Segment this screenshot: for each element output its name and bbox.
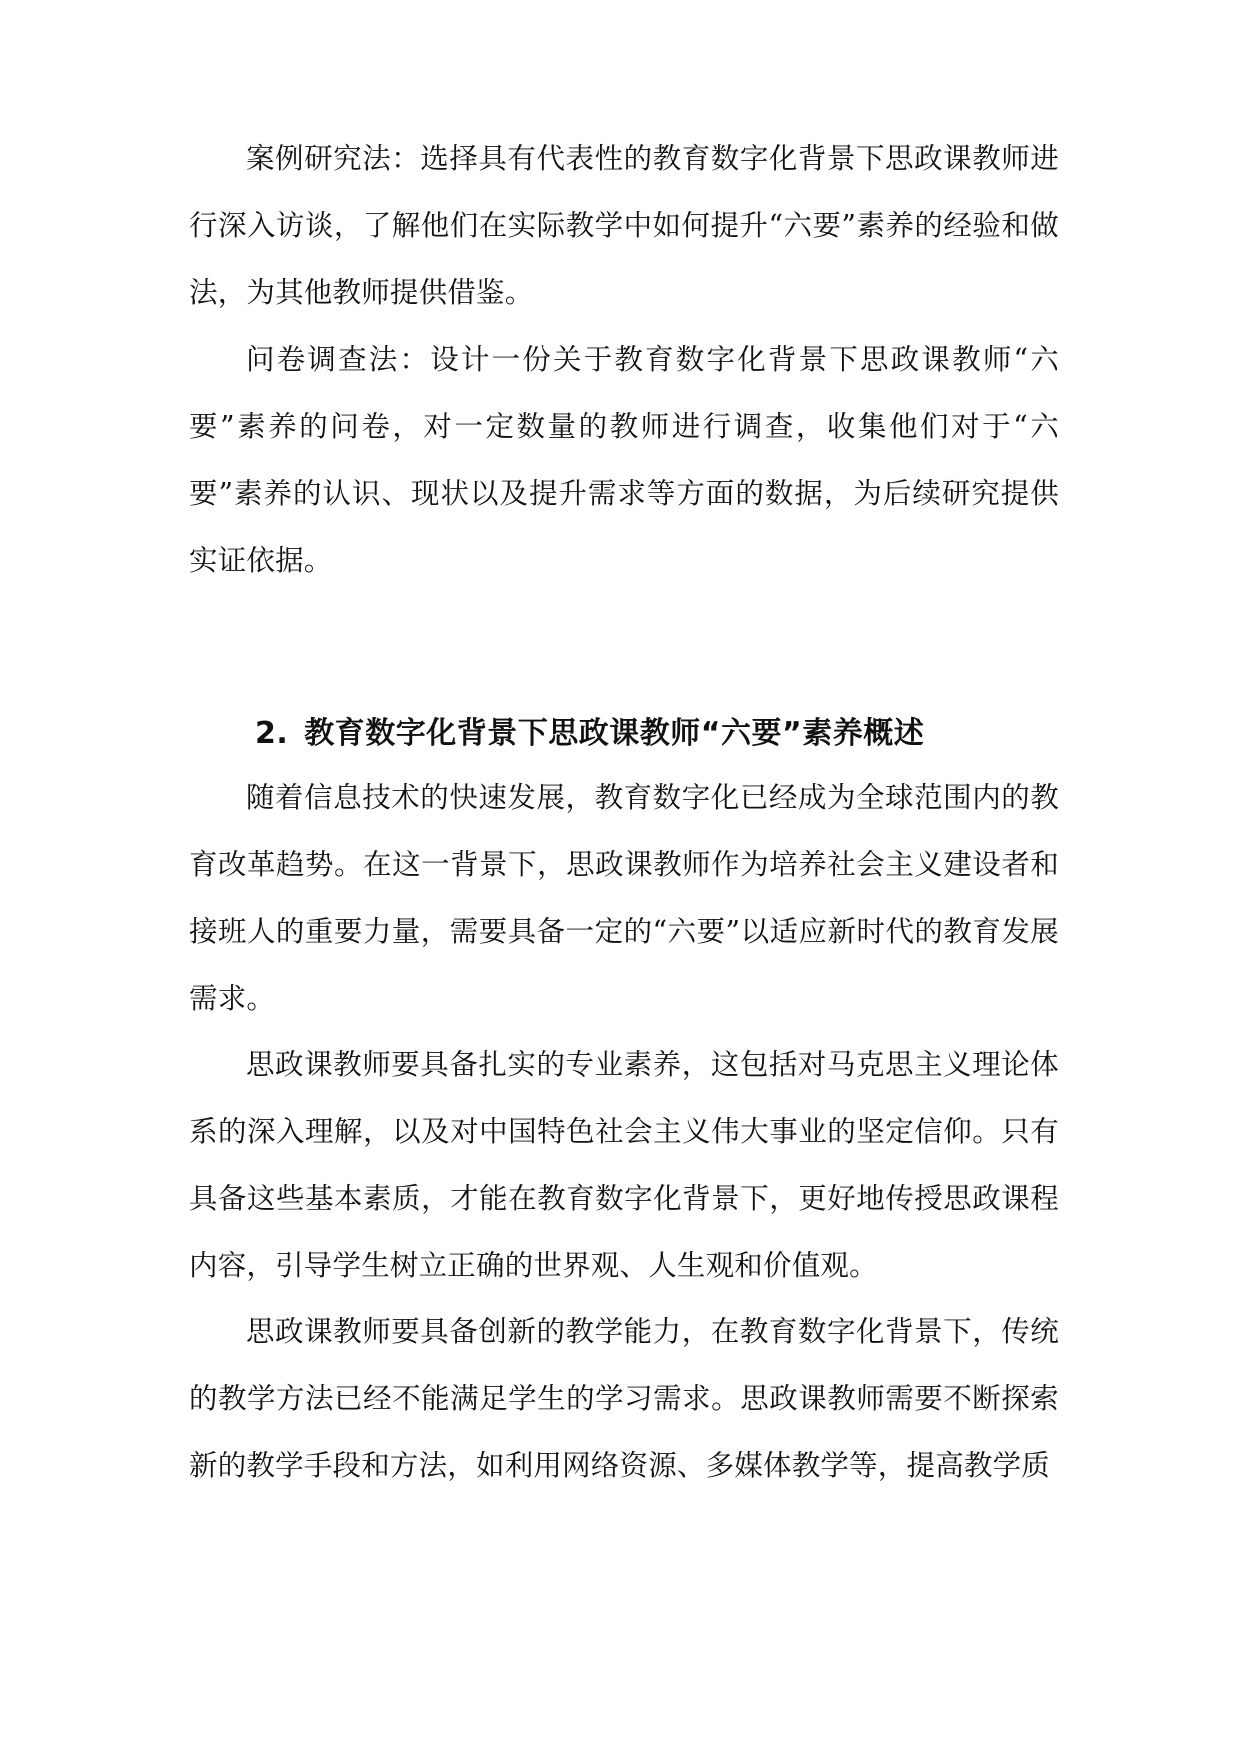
paragraph-questionnaire-method: 问卷调查法：设计一份关于教育数字化背景下思政课教师“六要”素养的问卷，对一定数量的教师进行调查，收集他们对于“六要”素养的认识、现状以及提升需求等方面的数据，为后续研究提供实证依据。 xyxy=(189,343,1059,577)
paragraph-innovative-teaching: 思政课教师要具备创新的教学能力，在教育数字化背景下，传统的教学方法已经不能满足学生的学习需求。思政课教师需要不断探索新的教学手段和方法，如利用网络资源、多媒体教学等，提高教学质 xyxy=(189,1315,1059,1482)
paragraph-background: 随着信息技术的快速发展，教育数字化已经成为全球范围内的教育改革趋势。在这一背景下，思政课教师作为培养社会主义建设者和接班人的重要力量，需要具备一定的“六要”以适应新时代的教育发展需求。 xyxy=(189,781,1059,1015)
section-number: 2. xyxy=(255,716,289,751)
paragraph-case-study-method: 案例研究法：选择具有代表性的教育数字化背景下思政课教师进行深入访谈，了解他们在实际教学中如何提升“六要”素养的经验和做法，为其他教师提供借鉴。 xyxy=(189,142,1059,309)
section-heading xyxy=(255,704,1075,764)
section-title: 教育数字化背景下思政课教师“六要”素养概述 xyxy=(304,716,925,751)
paragraph-professional-literacy: 思政课教师要具备扎实的专业素养，这包括对马克思主义理论体系的深入理解，以及对中国特色社会主义伟大事业的坚定信仰。只有具备这些基本素质，才能在教育数字化背景下，更好地传授思政课程内容，引导学生树立正确的世界观、人生观和价值观。 xyxy=(189,1048,1059,1282)
